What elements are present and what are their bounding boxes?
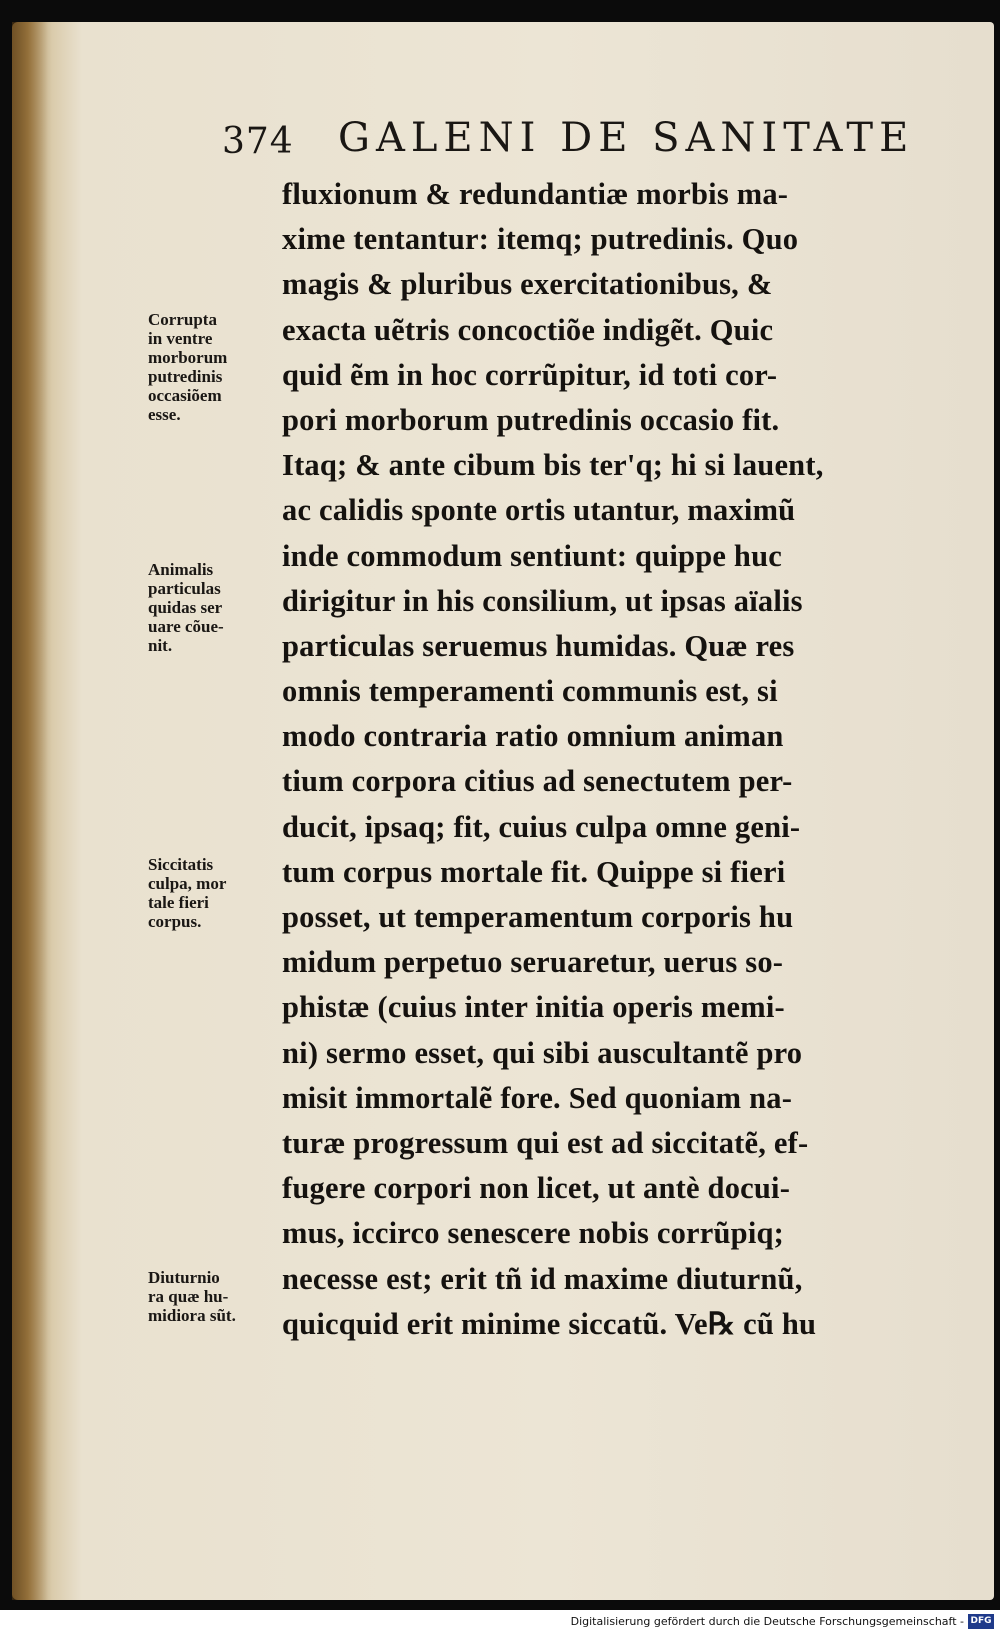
text-line: dirigitur in his consilium, ut ipsas aïalis bbox=[282, 583, 803, 618]
text-line: mus, iccirco senescere nobis corrũpiq; bbox=[282, 1216, 785, 1251]
marginal-line: Diuturnio bbox=[148, 1268, 220, 1287]
text-line: fluxionum & redundantiæ morbis ma- bbox=[282, 177, 789, 211]
text-line: inde commodum sentiunt: quippe huc bbox=[282, 538, 782, 573]
text-line: phistæ (cuius inter initia operis memi- bbox=[282, 990, 785, 1025]
page-number: 374 bbox=[222, 121, 294, 162]
text-line: turæ progressum qui est ad siccitatẽ, ef- bbox=[282, 1125, 809, 1160]
text-line: particulas seruemus humidas. Quæ res bbox=[282, 628, 795, 663]
text-line: pori morborum putredinis occasio fit. bbox=[282, 402, 780, 437]
text-line: omnis temperamenti communis est, si bbox=[282, 674, 778, 709]
text-line: quid ẽm in hoc corrũpitur, id toti cor- bbox=[282, 357, 778, 392]
marginal-line: putredinis bbox=[148, 367, 223, 386]
text-line: modo contraria ratio omnium animan bbox=[282, 719, 784, 754]
marginal-line: morborum bbox=[148, 348, 228, 367]
text-line: fugere corpori non licet, ut antè docui- bbox=[282, 1171, 791, 1206]
main-text-block bbox=[282, 172, 942, 1347]
text-line: xime tentantur: itemq; putredinis. Quo bbox=[282, 222, 799, 257]
running-title: GALENI DE SANITATE bbox=[338, 115, 915, 161]
text-line: tium corpora citius ad senectutem per- bbox=[282, 764, 793, 799]
text-line: ducit, ipsaq; fit, cuius culpa omne geni- bbox=[282, 809, 801, 844]
marginal-line: Animalis bbox=[148, 560, 214, 579]
marginal-line: midiora sũt. bbox=[148, 1306, 236, 1325]
text-line: Itaq; & ante cibum bis ter'q; hi si lauent, bbox=[282, 448, 824, 483]
text-line: ni) sermo esset, qui sibi auscultantẽ pro bbox=[282, 1035, 803, 1070]
text-line: quicquid erit minime siccatũ. Ve℞ cũ hu bbox=[282, 1306, 817, 1341]
marginal-line: quidas ser bbox=[148, 598, 223, 617]
marginal-line: nit. bbox=[148, 636, 173, 655]
marginal-line: uare cõue- bbox=[148, 617, 224, 636]
text-line: misit immortalẽ fore. Sed quoniam na- bbox=[282, 1080, 793, 1115]
page-gutter-shadow bbox=[12, 22, 52, 1600]
marginal-line: esse. bbox=[148, 405, 181, 424]
marginal-line: occasiõem bbox=[148, 386, 222, 405]
marginal-line: culpa, mor bbox=[148, 874, 227, 893]
footer-bar bbox=[0, 1610, 1000, 1635]
marginal-note-3 bbox=[148, 855, 274, 931]
marginal-note-4 bbox=[148, 1268, 274, 1325]
text-line: exacta uẽtris concoctiõe indigẽt. Quic bbox=[282, 312, 774, 347]
marginal-line: corpus. bbox=[148, 912, 202, 931]
text-line: magis & pluribus exercitationibus, & bbox=[282, 267, 773, 302]
dfg-logo: DFG bbox=[968, 1614, 994, 1629]
marginal-line: Corrupta bbox=[148, 310, 217, 329]
funding-credit: Digitalisierung gefördert durch die Deutsche Forschungsgemeinschaft - bbox=[570, 1615, 964, 1628]
marginal-line: Siccitatis bbox=[148, 855, 214, 874]
text-line: posset, ut temperamentum corporis hu bbox=[282, 900, 794, 934]
marginal-line: tale fieri bbox=[148, 893, 209, 912]
marginal-note-1 bbox=[148, 310, 274, 424]
marginal-line: ra quæ hu- bbox=[148, 1287, 229, 1306]
text-line: necesse est; erit tñ id maxime diuturnũ, bbox=[282, 1261, 803, 1296]
text-line: ac calidis sponte ortis utantur, maximũ bbox=[282, 493, 796, 528]
text-line: midum perpetuo seruaretur, uerus so- bbox=[282, 945, 784, 980]
page-header bbox=[0, 115, 1000, 175]
text-line: tum corpus mortale fit. Quippe si fieri bbox=[282, 854, 786, 889]
marginal-note-2 bbox=[148, 560, 274, 655]
marginal-line: particulas bbox=[148, 579, 221, 598]
marginal-line: in ventre bbox=[148, 329, 213, 348]
